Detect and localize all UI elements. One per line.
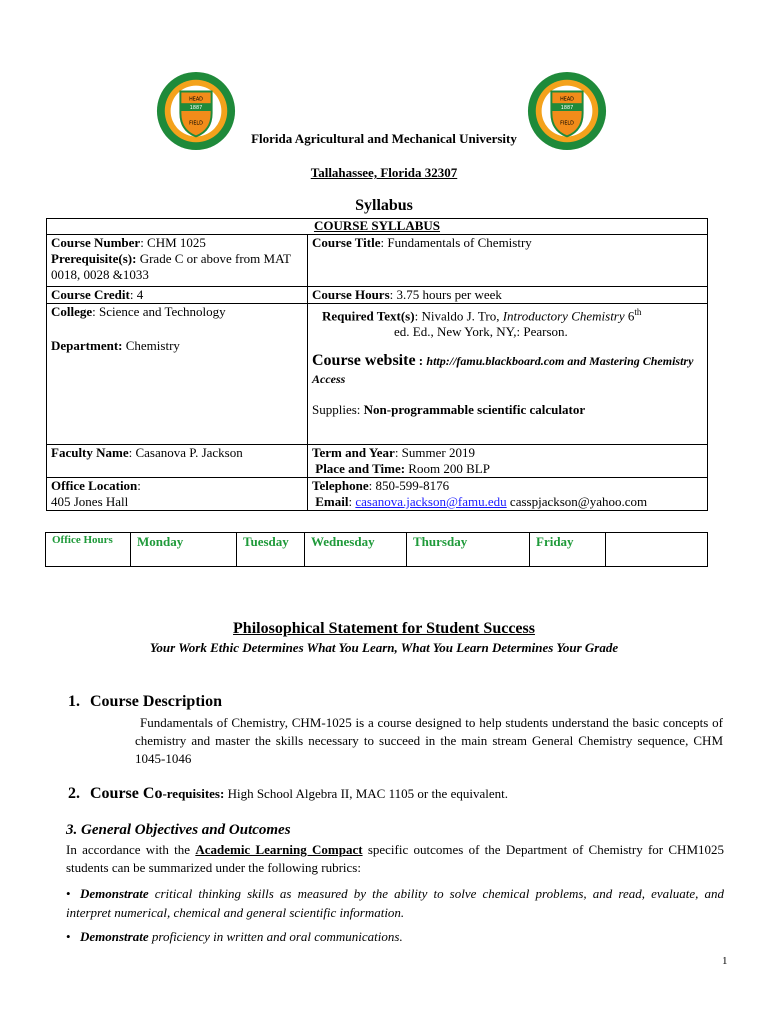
course-title-cell: Course Title: Fundamentals of Chemistry (308, 235, 708, 287)
office-hours-label: Office Hours (46, 533, 131, 567)
philosophy-subtitle: Your Work Ethic Determines What You Learn, What You Learn Determines Your Grade (149, 640, 619, 655)
course-credit-cell: Course Credit: 4 (47, 287, 308, 304)
objective-bullet-2: • Demonstrate proficiency in written and oral communications. (66, 929, 403, 944)
seal-1887-text: 1887 (560, 105, 574, 112)
seal-field-text: FIELD (189, 120, 203, 127)
seal-head-text: HEAD (560, 96, 574, 103)
college-cell: College: Science and Technology Department: Chemistry (47, 304, 308, 445)
course-website-link[interactable]: http://famu.blackboard.com and Mastering Chemistry Access (312, 354, 694, 387)
university-name: Florida Agricultural and Mechanical University (251, 131, 517, 146)
day-wednesday: Wednesday (305, 533, 407, 567)
office-cell: Office Location: 405 Jones Hall (47, 478, 308, 511)
section2-heading: 2. Course Co-requisites: High School Algebra II, MAC 1105 or the equivalent. (68, 785, 508, 802)
day-empty (606, 533, 708, 567)
seal-head-text: HEAD (189, 96, 203, 103)
syllabus-heading: COURSE SYLLABUS (47, 219, 708, 235)
seal-field-text: FIELD (560, 120, 574, 127)
objective-bullet-1: • Demonstrate critical thinking skills as measured by the ability to solve chemical problems, and read, evaluate, and interpret numerical, chemical and general scientific information. (66, 886, 724, 920)
page-number: 1 (722, 955, 728, 967)
day-tuesday: Tuesday (237, 533, 305, 567)
faculty-cell: Faculty Name: Casanova P. Jackson (47, 445, 308, 478)
page-title: Syllabus (355, 197, 413, 214)
section1-body: Fundamentals of Chemistry, CHM-1025 is a course designed to help students understand the basic concepts of chemistry and master the skills necessary to succeed in the main stream General Chemistry sequence, CHM 1045-1046 (135, 715, 723, 766)
course-hours-cell: Course Hours: 3.75 hours per week (308, 287, 708, 304)
section3-intro: In accordance with the Academic Learning Compact specific outcomes of the Department of Chemistry for CHM1025 students can be summarized under the following rubrics: (66, 842, 725, 875)
day-friday: Friday (530, 533, 606, 567)
course-website-label: Course website (312, 352, 416, 370)
required-text-cell: Required Text(s): Nivaldo J. Tro, Introductory Chemistry 6th ed. Ed., New York, NY,: Pearson. Course website : http://famu.blackboard.com and Mastering Chemistry Access Supplies: Non-programmable scientific calculator (308, 304, 708, 445)
term-cell: Term and Year: Summer 2019 Place and Time: Room 200 BLP (308, 445, 708, 478)
university-city: Tallahassee, Florida 32307 (310, 165, 458, 180)
section1-heading: 1. Course Description (68, 693, 222, 710)
section3-heading: 3. General Objectives and Outcomes (66, 822, 291, 838)
day-thursday: Thursday (407, 533, 530, 567)
day-monday: Monday (131, 533, 237, 567)
contact-cell: Telephone: 850-599-8176 Email: casanova.jackson@famu.edu casspjackson@yahoo.com (308, 478, 708, 511)
academic-learning-compact-link[interactable]: Academic Learning Compact (195, 842, 363, 857)
seal-1887-text: 1887 (189, 105, 203, 112)
philosophy-title: Philosophical Statement for Student Success (233, 620, 535, 637)
syllabus-table (46, 218, 708, 511)
office-hours-table (45, 532, 708, 567)
email-link[interactable]: casanova.jackson@famu.edu (355, 494, 507, 509)
course-number-cell: Course Number: CHM 1025 Prerequisite(s): Grade C or above from MAT 0018, 0028 &1033 (47, 235, 308, 287)
